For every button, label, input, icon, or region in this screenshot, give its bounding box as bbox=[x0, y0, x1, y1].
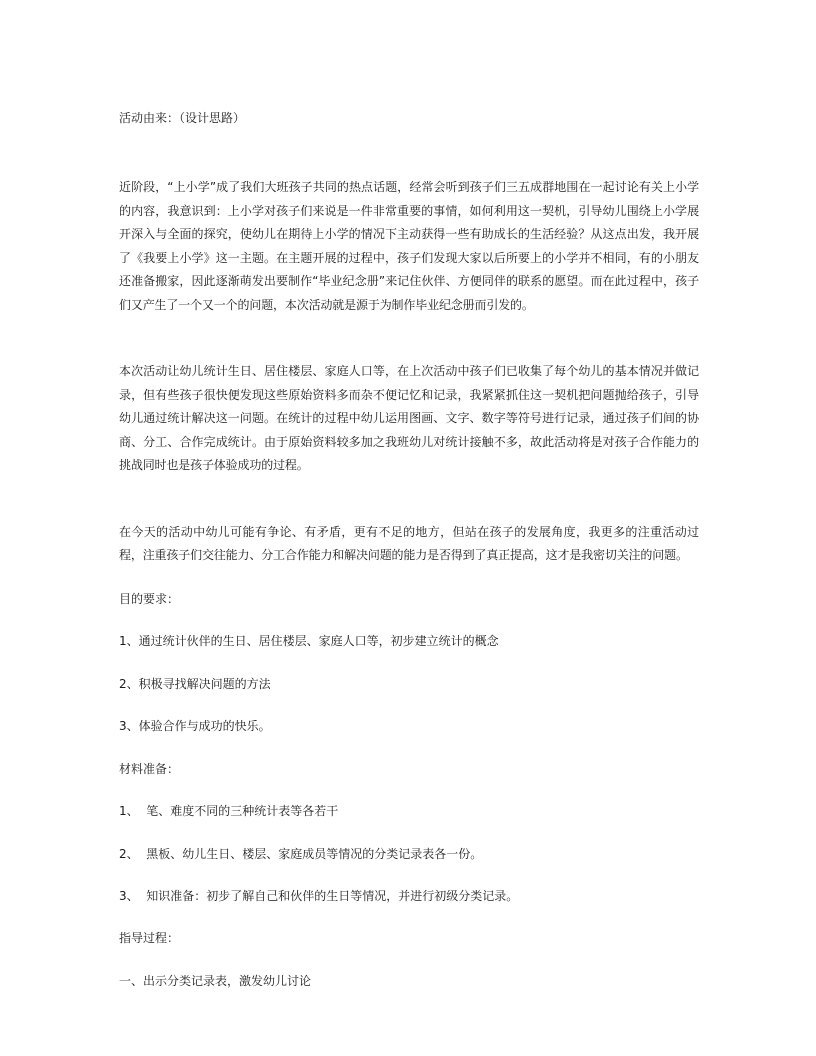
section-title-goals: 目的要求： bbox=[119, 591, 180, 606]
section-title-materials: 材料准备： bbox=[119, 761, 180, 776]
goal-item-1: 1、通过统计伙伴的生日、居住楼层、家庭人口等，初步建立统计的概念 bbox=[119, 633, 499, 648]
material-item-3: 3、 知识准备：初步了解自己和伙伴的生日等情况，并进行初级分类记录。 bbox=[119, 888, 519, 903]
process-step-1: 一、出示分类记录表，激发幼儿讨论 bbox=[119, 973, 312, 988]
section-title-process: 指导过程： bbox=[119, 930, 180, 945]
material-item-2: 2、 黑板、幼儿生日、楼层、家庭成员等情况的分类记录表各一份。 bbox=[119, 846, 483, 861]
paragraph-stats: 本次活动让幼儿统计生日、居住楼层、家庭人口等，在上次活动中孩子们已收集了每个幼儿的基本情况并做记录，但有些孩子很快便发现这些原始资料多而杂不便记忆和记录，我紧紧抓住这一契机把问题抛给孩子，引导幼儿通过统计解决这一问题。在统计的过程中幼儿运用图画、文字、数字等符号进行记录，通过孩子们间的协商、分工、合作完成统计。由于原始资料较多加之我班幼儿对统计接触不多，故此活动将是对孩子合作能力的挑战同时也是孩子体验成功的过程。 bbox=[119, 364, 699, 472]
material-item-1: 1、 笔、难度不同的三种统计表等各若干 bbox=[119, 803, 339, 818]
section-title-origin: 活动由来：（设计思路） bbox=[119, 111, 246, 125]
document-page bbox=[119, 110, 699, 989]
paragraph-reflection: 在今天的活动中幼儿可能有争论、有矛盾，更有不足的地方，但站在孩子的发展角度，我更多的注重活动过程，注重孩子们交往能力、分工合作能力和解决问题的能力是否得到了真正提高，这才是我密切关注的问题。 bbox=[119, 524, 699, 562]
goal-item-2: 2、积极寻找解决问题的方法 bbox=[119, 676, 271, 691]
paragraph-origin: 近阶段，“上小学”成了我们大班孩子共同的热点话题，经常会听到孩子们三五成群地围在一起讨论有关上小学的内容，我意识到：上小学对孩子们来说是一件非常重要的事情，如何利用这一契机，引导幼儿围绕上小学展开深入与全面的探究，使幼儿在期待上小学的情况下主动获得一些有助成长的生活经验？从这点出发，我开展了《我要上小学》这一主题。在主题开展的过程中，孩子们发现大家以后所要上的小学并不相同，有的小朋友还准备搬家，因此逐渐萌发出要制作“毕业纪念册”来记住伙伴、方便同伴的联系的愿望。而在此过程中，孩子们又产生了一个又一个的问题，本次活动就是源于为制作毕业纪念册而引发的。 bbox=[119, 180, 699, 312]
goal-item-3: 3、体验合作与成功的快乐。 bbox=[119, 718, 271, 733]
